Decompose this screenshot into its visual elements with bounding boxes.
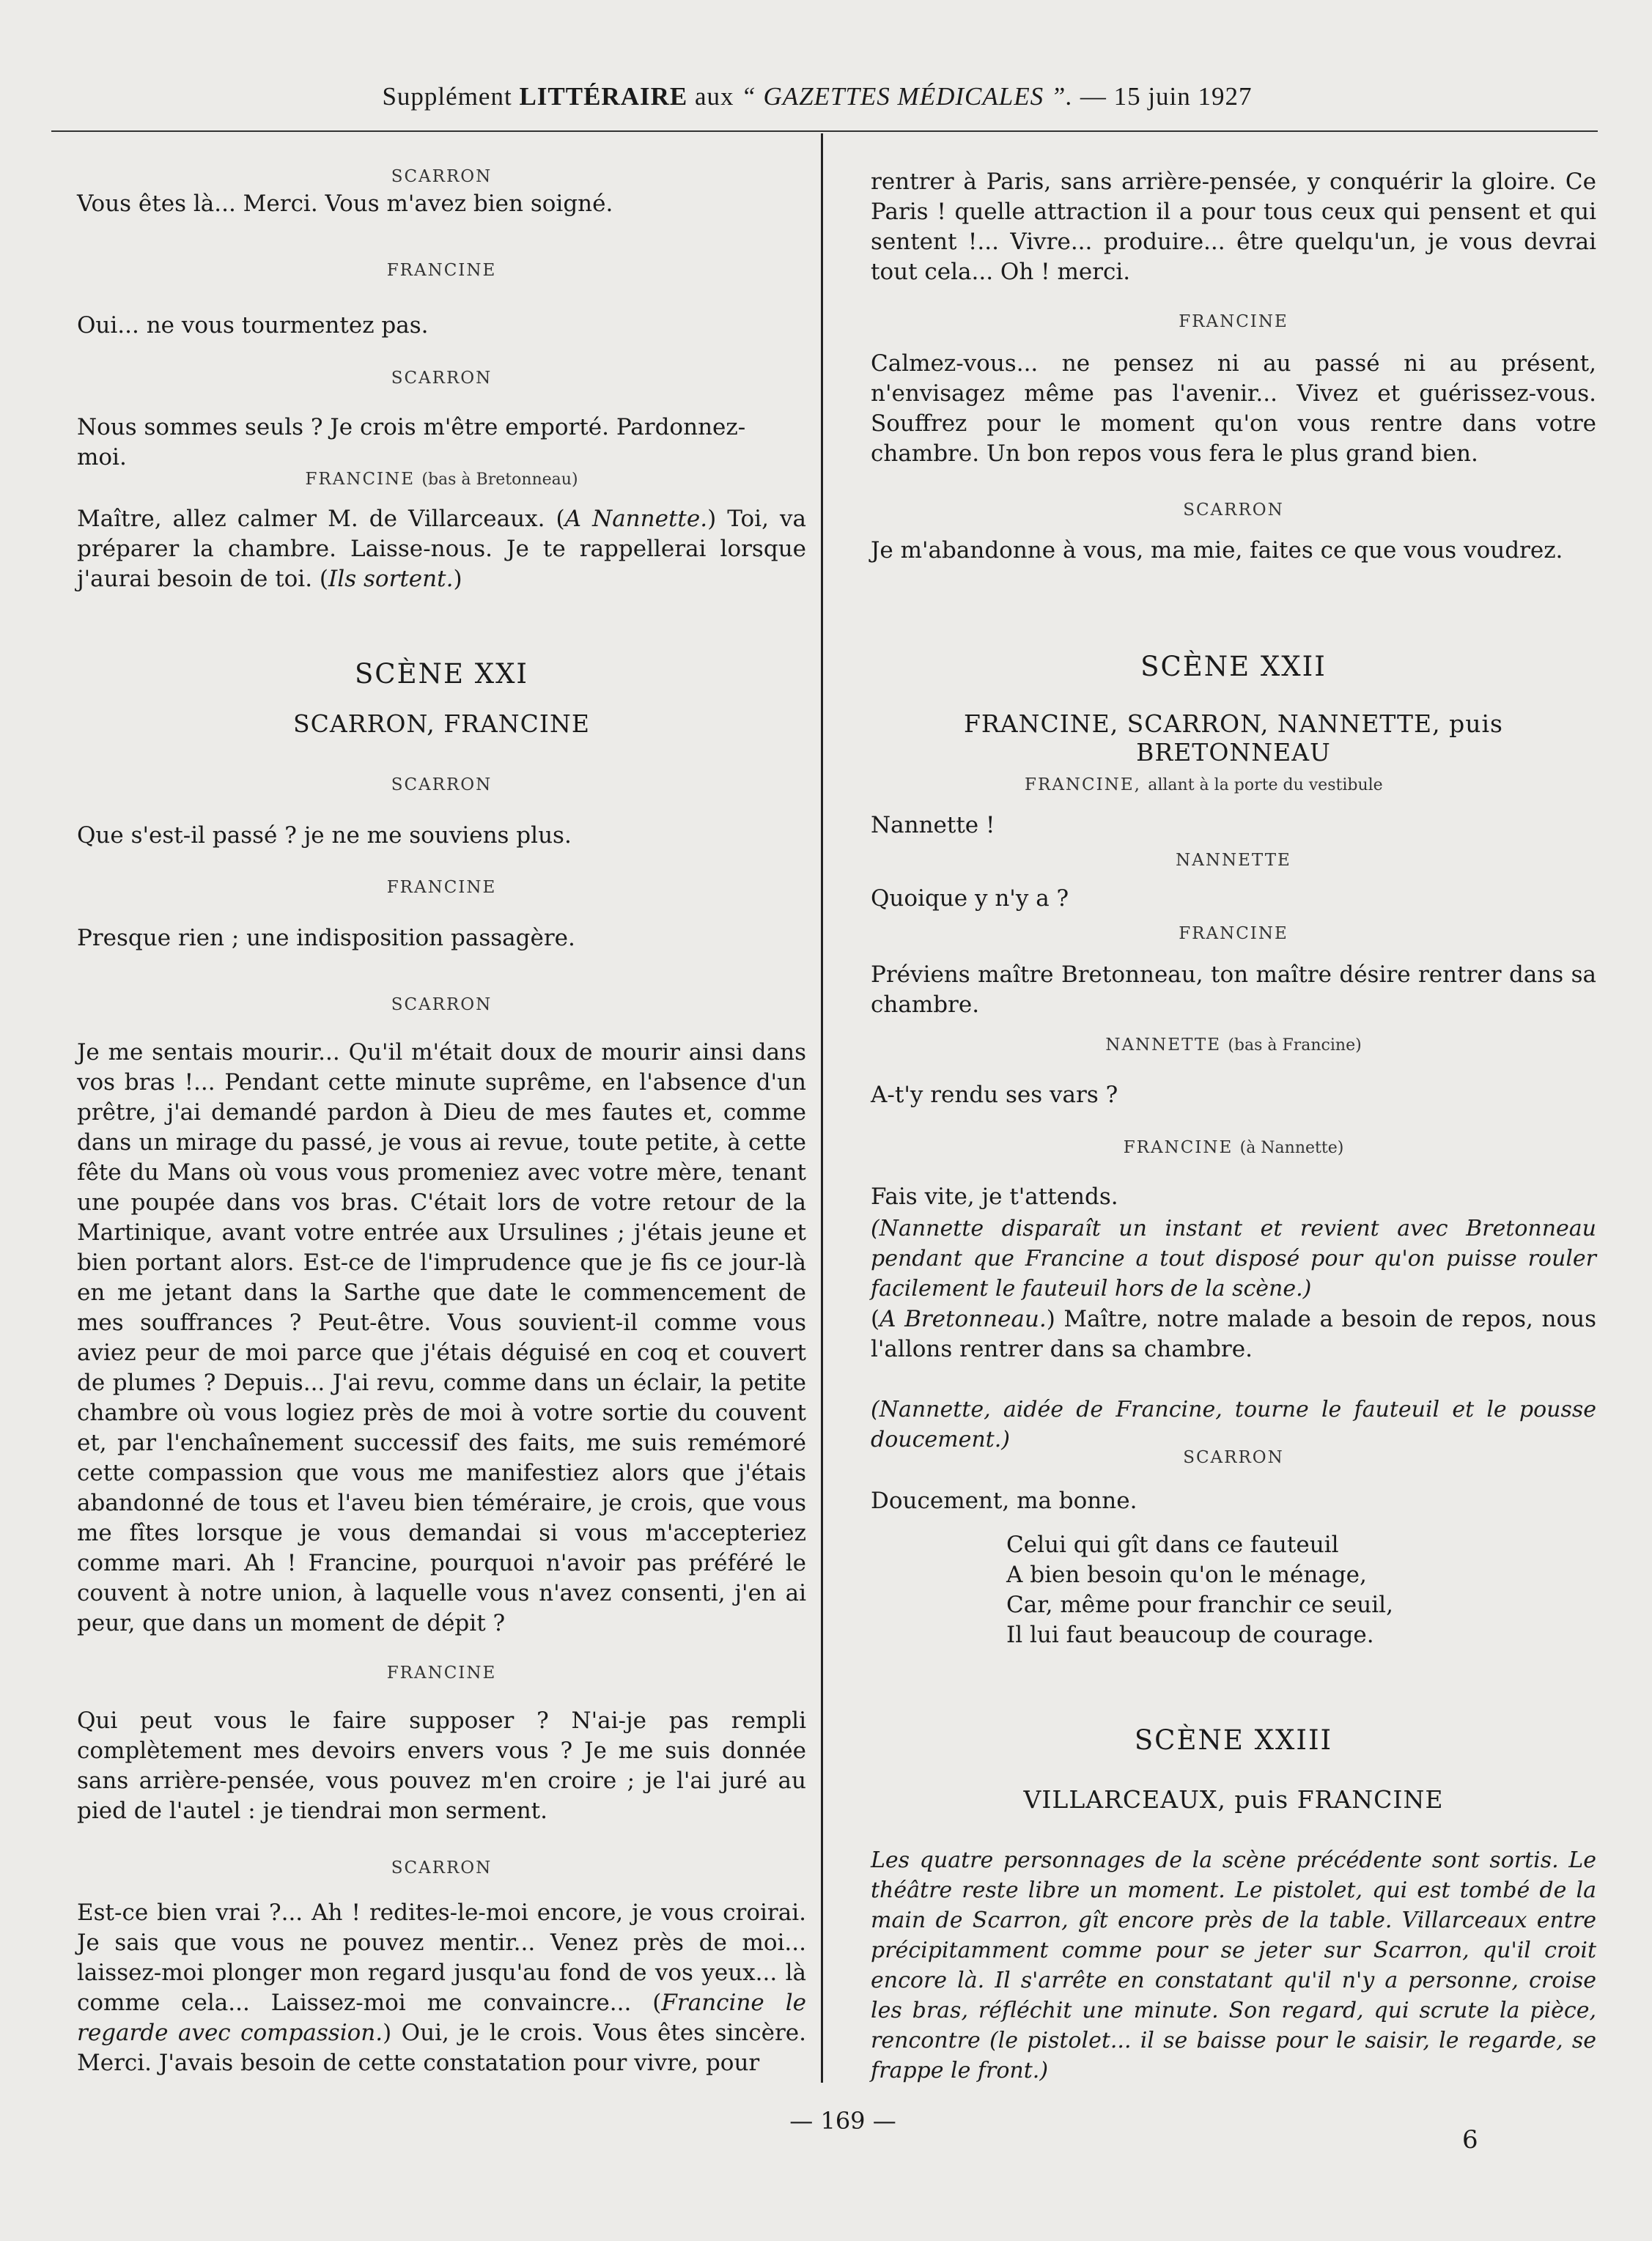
speaker-name: NANNETTE	[1105, 1035, 1221, 1055]
speaker-label: SCARRON	[391, 1858, 493, 1878]
speech: Quoique y n'y a ?	[871, 885, 1069, 912]
speech: Nannette !	[871, 812, 995, 838]
speaker-label: FRANCINE	[386, 878, 497, 897]
speaker-label: SCARRON	[391, 775, 493, 794]
stage-direction: Ils sortent.	[328, 566, 454, 592]
speech: Fais vite, je t'attends.	[871, 1184, 1118, 1210]
verse-line: Celui qui gît dans ce fauteuil	[1006, 1532, 1339, 1558]
verse-line: A bien besoin qu'on le ménage,	[1006, 1562, 1367, 1588]
stage-direction: Francine le regarde avec compassion.	[77, 1990, 806, 2046]
stage-direction: (bas à Francine)	[1228, 1036, 1362, 1055]
speech-text: ) Toi, va préparer la chambre. Laisse-nous. Je te rappellerai lorsque j'aurai besoin de toi. (	[77, 506, 807, 592]
speech: Qui peut vous le faire supposer ? N'ai-je pas rempli complètement mes devoirs envers vous ? Je me suis donnée sans arrière-pensée, vous pouvez m'en croire ; je l'ai juré au pied de l'autel : je tiendrai mon serment.	[77, 1707, 806, 1824]
speech-text: (	[871, 1306, 880, 1332]
header-aux: aux	[694, 82, 734, 111]
speech: Je m'abandonne à vous, ma mie, faites ce que vous voudrez.	[871, 537, 1563, 564]
stage-direction: (Nannette, aidée de Francine, tourne le fauteuil et le pousse doucement.)	[871, 1397, 1596, 1452]
speaker-label	[1025, 775, 1596, 794]
speech	[77, 413, 806, 473]
speaker-label: SCARRON	[391, 167, 493, 186]
speech-text: ) Maître, notre malade a besoin de repos, nous l'allons rentrer dans sa chambre.	[871, 1306, 1596, 1362]
speaker-label	[871, 1035, 1596, 1055]
stage-direction: (à Nannette)	[1239, 1139, 1344, 1157]
speech: Oui... ne vous tourmentez pas.	[77, 312, 429, 339]
speech: A-t'y rendu ses vars ?	[871, 1082, 1118, 1108]
header-journal: “ GAZETTES MÉDICALES ”.	[741, 82, 1074, 111]
header-date: 15 juin 1927	[1113, 82, 1253, 111]
speech: Que s'est-il passé ? je ne me souviens plus.	[77, 822, 572, 849]
scene-title: SCÈNE XXI	[354, 658, 529, 690]
speaker-label: FRANCINE	[386, 1664, 497, 1683]
stage-direction: A Bretonneau.	[880, 1306, 1047, 1332]
speaker-label: FRANCINE	[386, 261, 497, 280]
speech: Calmez-vous... ne pensez ni au passé ni au présent, n'envisagez même pas l'avenir... Vivez et guérissez-vous. Souffrez pour le moment qu'on vous rentre dans votre chambre. Un bon repos vous fera le plus grand bien.	[871, 350, 1596, 467]
speech: Vous êtes là... Merci. Vous m'avez bien soigné.	[77, 191, 613, 217]
stage-direction: (Nannette disparaît un instant et revient avec Bretonneau pendant que Francine a tout disposé pour qu'on puisse rouler facilement le fauteuil hors de la scène.)	[871, 1216, 1596, 1302]
speaker-label: SCARRON	[1183, 1448, 1284, 1467]
speech-line: Nous sommes seuls ? Je crois m'être emporté. Pardonnez-	[77, 414, 746, 440]
speech: Préviens maître Bretonneau, ton maître désire rentrer dans sa chambre.	[871, 961, 1596, 1018]
scene-cast: VILLARCEAUX, puis FRANCINE	[1023, 1785, 1444, 1814]
speech-text: Maître, allez calmer M. de Villarceaux. (	[77, 506, 565, 532]
page-header	[44, 82, 1590, 126]
speech: rentrer à Paris, sans arrière-pensée, y conquérir la gloire. Ce Paris ! quelle attraction il a pour tous ceux qui pensent et qui sentent !... Vivre... produire... être quelqu'un, je vous devrai tout cela... Oh ! merci.	[871, 169, 1596, 285]
scene-cast: FRANCINE, SCARRON, NANNETTE, puis BRETONNEAU	[964, 709, 1503, 767]
header-dash: —	[1080, 82, 1107, 111]
speech	[77, 504, 806, 594]
speech: Presque rien ; une indisposition passagère.	[77, 925, 575, 951]
verse	[1006, 1530, 1596, 1650]
speaker-label: FRANCINE	[1179, 924, 1288, 943]
speaker-label: SCARRON	[1183, 501, 1284, 520]
speaker-label: FRANCINE	[1179, 312, 1288, 331]
header-supplement: Supplément	[382, 82, 512, 111]
header-rule	[51, 130, 1598, 132]
speech-text: ) Oui, je le crois. Vous êtes sincère. Merci. J'avais besoin de cette constatation pour vivre, pour	[77, 2020, 806, 2076]
stage-direction: A Nannette.	[564, 506, 708, 532]
scene-title: SCÈNE XXII	[1140, 651, 1327, 682]
speaker-label: SCARRON	[391, 995, 493, 1014]
speaker-label	[871, 1138, 1596, 1157]
page-number: — 169 —	[789, 2107, 896, 2135]
verse-line: Car, même pour franchir ce seuil,	[1006, 1592, 1393, 1618]
speaker-name: FRANCINE	[1123, 1138, 1234, 1157]
speaker-label: NANNETTE	[1176, 851, 1291, 870]
speaker-label	[77, 470, 806, 489]
speech-line: moi.	[77, 444, 127, 470]
header-litteraire: LITTÉRAIRE	[519, 82, 688, 111]
speech	[871, 1304, 1596, 1365]
scene-title: SCÈNE XXIII	[1134, 1724, 1333, 1756]
speech-text: Est-ce bien vrai ?... Ah ! redites-le-moi encore, je vous croirai. Je sais que vous ne pouvez mentir... Venez près de moi... laissez-moi plonger mon regard jusqu'au fond de vos yeux... là comme cela... Laissez-moi me convaincre... (	[77, 1900, 806, 2016]
speech: Doucement, ma bonne.	[871, 1488, 1137, 1514]
stage-direction: (bas à Bretonneau)	[421, 470, 578, 489]
signature-mark: 6	[1462, 2125, 1478, 2155]
speaker-name: FRANCINE	[305, 470, 416, 489]
scene-cast: SCARRON, FRANCINE	[293, 709, 590, 738]
speech: Je me sentais mourir... Qu'il m'était doux de mourir ainsi dans vos bras !... Pendant cette minute suprême, en l'absence d'un prêtre, j'ai demandé pardon à Dieu de mes fautes et, comme dans un mirage du passé, je vous ai revue, toute petite, à cette fête du Mans où vous vous promeniez avec votre mère, tenant une poupée dans vos bras. C'était lors de votre retour de la Martinique, avant votre entrée aux Ursulines ; j'étais jeune et bien portant alors. Est-ce de l'imprudence que je fis ce jour-là en me jetant dans la Sarthe que date le commencement de mes souffrances ? Peut-être. Vous souvient-il comme vous aviez peur de moi parce que j'étais déguisé en coq et couvert de plumes ? Depuis... J'ai revu, comme dans un éclair, la petite chambre où vous logiez près de moi à votre sortie du couvent et, par l'enchaînement successif des faits, me suis remémoré cette compassion que vous me manifestiez alors que j'étais abandonné de tous et l'aveu bien téméraire, je crois, que vous me fîtes lorsque je vous demandai si vous m'accepteriez comme mari. Ah ! Francine, pourquoi n'avoir pas préféré le couvent à notre union, à laquelle vous n'avez consenti, j'en ai peur, que dans un moment de dépit ?	[77, 1039, 806, 1636]
stage-direction: Les quatre personnages de la scène précédente sont sortis. Le théâtre reste libre un moment. Le pistolet, qui est tombé de la main de Scarron, gît encore près de la table. Villarceaux entre précipitamment comme pour se jeter sur Scarron, qu'il croit encore là. Il s'arrête en constatant qu'il n'y a personne, croise les bras, réfléchit une minute. Son regard, qui scrute la pièce, rencontre (le pistolet... il se baisse pour le saisir, le regarde, se frappe le front.)	[871, 1847, 1596, 2083]
speaker-label: SCARRON	[391, 369, 493, 388]
stage-direction: allant à la porte du vestibule	[1148, 776, 1383, 794]
column-divider	[821, 133, 823, 2083]
speech	[77, 1898, 806, 2078]
speech-text: )	[453, 566, 462, 592]
verse-line: Il lui faut beaucoup de courage.	[1006, 1622, 1374, 1648]
speaker-name: FRANCINE,	[1025, 775, 1141, 794]
